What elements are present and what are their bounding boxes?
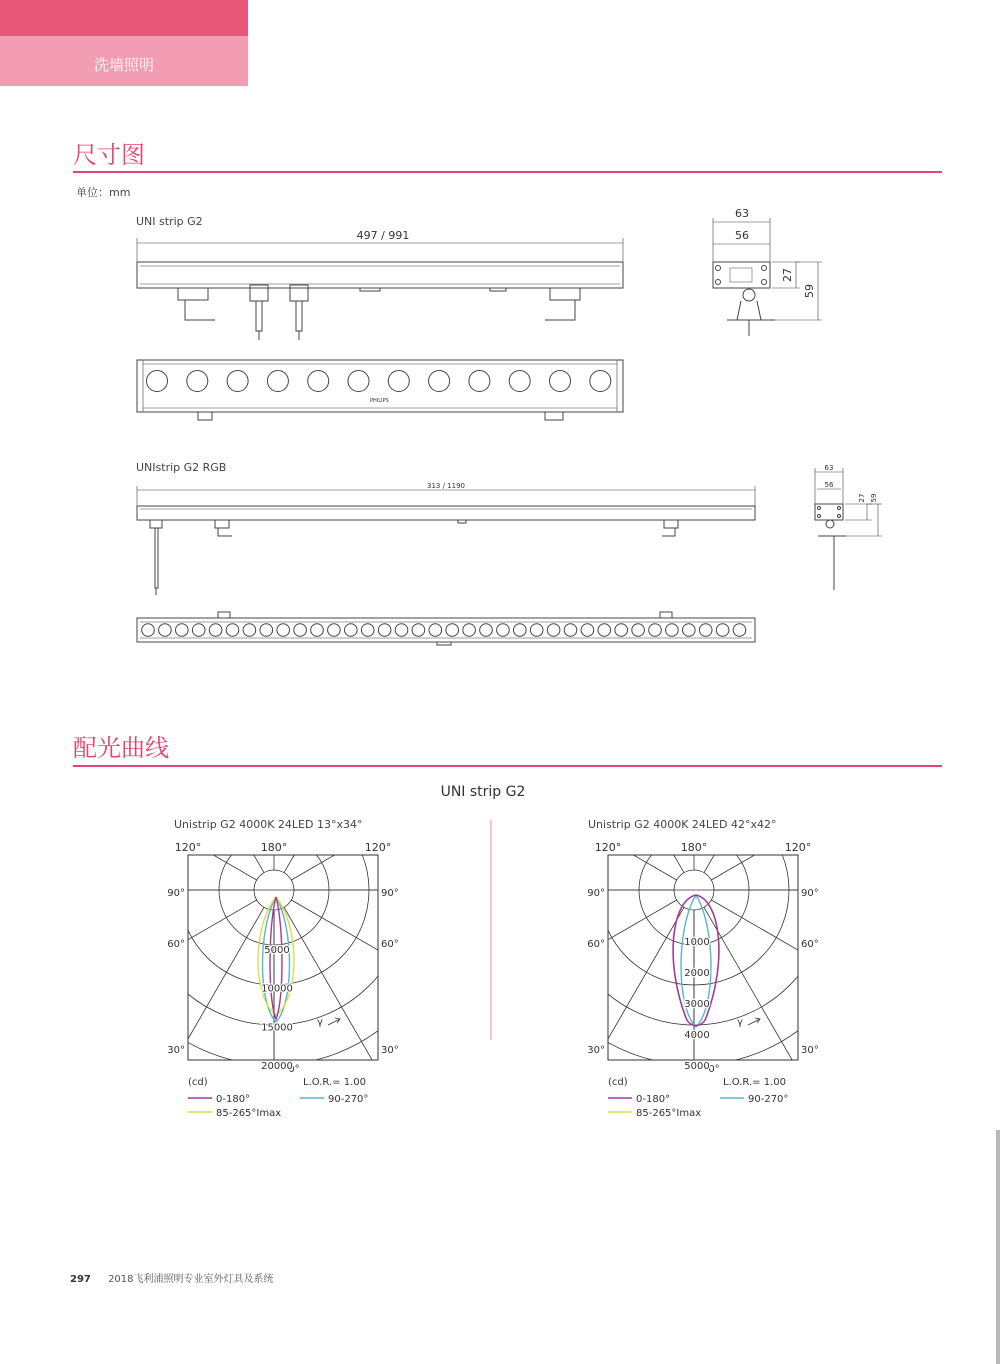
angle-label-top-left: 120° <box>594 841 622 854</box>
angle-label-left: 60° <box>167 939 185 950</box>
polar2-title: Unistrip G2 4000K 24LED 42°x42° <box>588 818 777 831</box>
drawing1-label: UNI strip G2 <box>136 215 203 228</box>
angle-label-top-right: 120° <box>364 841 392 854</box>
polar1-title: Unistrip G2 4000K 24LED 13°x34° <box>174 818 363 831</box>
angle-label-right: 90° <box>381 888 399 899</box>
angle-label-top-center: 180° <box>260 841 288 854</box>
light-section-title: 配光曲线 <box>73 734 169 762</box>
polar-spoke <box>49 900 257 1020</box>
drawing1-height-inner: 27 <box>781 268 794 282</box>
drawing2-height-outer: 59 <box>870 493 878 503</box>
polar1-diagram <box>14 630 534 1150</box>
angle-label-left: 30° <box>587 1045 605 1056</box>
drawing2-label: UNIstrip G2 RGB <box>136 461 227 474</box>
angle-label-left: 30° <box>167 1045 185 1056</box>
intensity-ring-label: 2000 <box>684 968 710 979</box>
drawing1-height-outer: 59 <box>803 284 816 298</box>
polar-spoke <box>469 760 677 880</box>
angle-label-top-right: 120° <box>784 841 812 854</box>
gamma-symbol: γ <box>317 1017 323 1028</box>
angle-label-right: 30° <box>801 1045 819 1056</box>
polar-spoke <box>711 900 919 1020</box>
intensity-ring-label: 15000 <box>261 1022 293 1034</box>
legend-label: 85-265°Imax <box>636 1108 702 1119</box>
lor-label: L.O.R.= 1.00 <box>723 1077 786 1088</box>
angle-label-bottom: 0° <box>708 1064 720 1075</box>
angle-label-top-left: 120° <box>174 841 202 854</box>
page-edge <box>996 1130 1000 1364</box>
polar2-diagram <box>434 630 954 1150</box>
light-distribution-curve <box>270 897 282 1019</box>
angle-label-right: 60° <box>801 939 819 950</box>
dimension-section-title: 尺寸图 <box>73 141 145 169</box>
polar-spoke <box>291 760 499 880</box>
gamma-arrow <box>748 1018 760 1025</box>
intensity-ring-label: 1000 <box>684 937 710 948</box>
angle-label-right: 60° <box>381 939 399 950</box>
legend-label: 85-265°Imax <box>216 1108 282 1119</box>
drawing2-width-inner: 56 <box>824 481 834 489</box>
angle-label-top-center: 180° <box>680 841 708 854</box>
gamma-arrow <box>328 1018 340 1025</box>
gamma-symbol: γ <box>737 1017 743 1028</box>
drawing1-length: 497 / 991 <box>356 229 410 242</box>
light-subtitle: UNI strip G2 <box>440 784 526 800</box>
legend-label: 0-180° <box>636 1094 671 1105</box>
legend-label: 0-180° <box>216 1094 251 1105</box>
angle-label-left: 60° <box>587 939 605 950</box>
intensity-ring-label: 10000 <box>261 983 293 995</box>
unit-label: (cd) <box>608 1077 628 1088</box>
svg-text:PHILIPS: PHILIPS <box>370 398 389 404</box>
polar-spoke <box>469 900 677 1020</box>
footer <box>70 1270 274 1285</box>
legend-label: 90-270° <box>328 1094 369 1105</box>
lor-label: L.O.R.= 1.00 <box>303 1077 366 1088</box>
intensity-ring-label: 4000 <box>684 1030 710 1041</box>
angle-label-right: 30° <box>381 1045 399 1056</box>
intensity-ring-label: 5000 <box>264 944 290 956</box>
page-number: 297 <box>70 1274 91 1285</box>
drawing1-width-inner: 56 <box>735 229 749 242</box>
intensity-ring-label: 3000 <box>684 999 710 1010</box>
drawing2-width-outer: 63 <box>824 464 834 472</box>
angle-label-bottom: 0° <box>288 1064 300 1075</box>
polar-spoke <box>564 665 684 873</box>
unit-label: (cd) <box>188 1077 208 1088</box>
polar-spoke <box>49 760 257 880</box>
angle-label-left: 90° <box>167 888 185 899</box>
drawing1-width-outer: 63 <box>735 207 749 220</box>
polar-spoke <box>144 665 264 873</box>
angle-label-left: 90° <box>587 888 605 899</box>
category-label: 洗墙照明 <box>0 36 248 86</box>
intensity-ring-label: 5000 <box>684 1061 710 1072</box>
polar-spoke <box>291 900 499 1020</box>
unit-label: 单位：mm <box>76 186 131 199</box>
footer-text: 2018飞利浦照明专业室外灯具及系统 <box>108 1274 274 1285</box>
intensity-ring-label: 20000 <box>261 1061 293 1072</box>
drawing2-length: 313 / 1190 <box>427 482 465 490</box>
angle-label-right: 90° <box>801 888 819 899</box>
drawing2-height-inner: 27 <box>858 493 866 503</box>
legend-label: 90-270° <box>748 1094 789 1105</box>
polar-spoke <box>711 760 919 880</box>
